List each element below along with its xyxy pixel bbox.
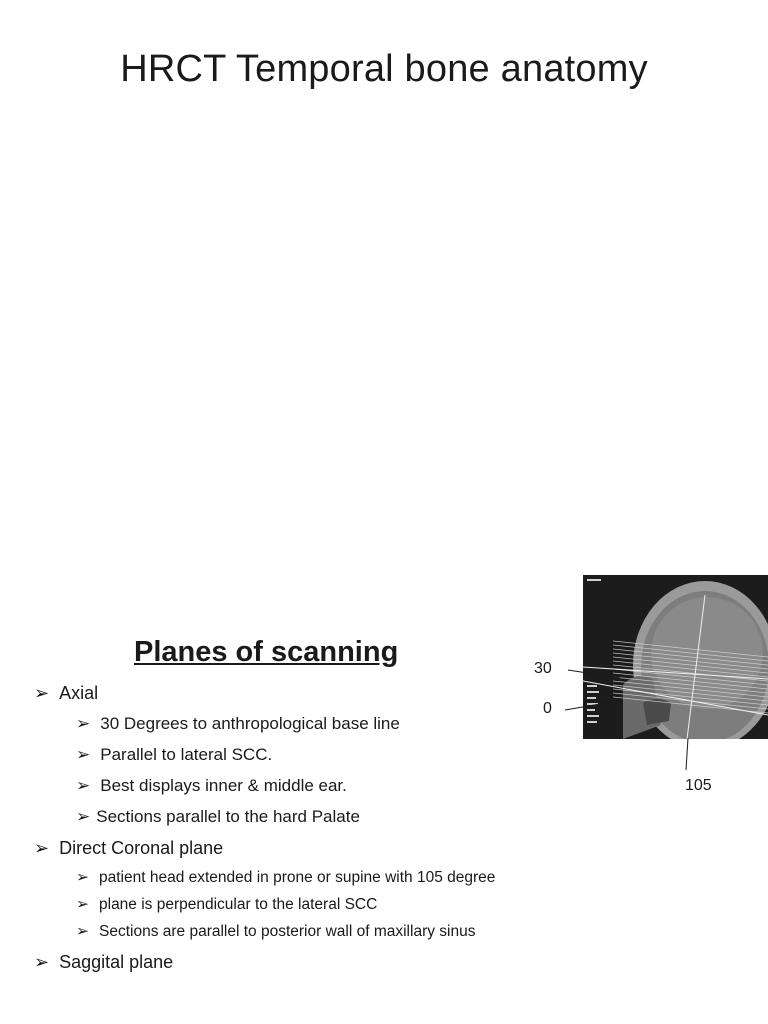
- arrow-bullet-icon: ➢: [34, 683, 50, 703]
- angle-label-0: 0: [543, 700, 552, 717]
- arrow-bullet-icon: ➢: [76, 923, 89, 940]
- ct-scout-image: [583, 575, 768, 739]
- list-item-text: Sections are parallel to posterior wall of maxillary sinus: [99, 922, 476, 940]
- list-item: [76, 868, 495, 887]
- list-item-text: plane is perpendicular to the lateral SCC: [99, 895, 378, 913]
- list-item-text: Sections parallel to the hard Palate: [96, 807, 360, 826]
- slide-title: HRCT Temporal bone anatomy: [120, 48, 648, 90]
- section-heading: Planes of scanning: [134, 636, 399, 668]
- list-item: [76, 807, 360, 827]
- angle-label-105: 105: [685, 777, 712, 794]
- arrow-bullet-icon: ➢: [34, 838, 50, 858]
- list-item-text: Best displays inner & middle ear.: [100, 776, 347, 795]
- arrow-bullet-icon: ➢: [76, 896, 89, 913]
- list-item-text: Saggital plane: [59, 952, 174, 972]
- list-item: [34, 838, 223, 859]
- list-item: [76, 895, 377, 914]
- list-item-text: 30 Degrees to anthropological base line: [100, 714, 400, 733]
- list-item: [76, 714, 400, 734]
- arrow-bullet-icon: ➢: [76, 869, 89, 886]
- list-item: [34, 683, 98, 704]
- list-item-text: Direct Coronal plane: [59, 838, 224, 858]
- list-item-text: Axial: [59, 683, 99, 703]
- list-item: [76, 745, 272, 765]
- list-item: [76, 776, 347, 796]
- arrow-bullet-icon: ➢: [76, 807, 91, 826]
- arrow-bullet-icon: ➢: [76, 745, 91, 764]
- arrow-bullet-icon: ➢: [76, 776, 91, 795]
- list-item: [34, 952, 173, 973]
- list-item-text: Parallel to lateral SCC.: [100, 745, 273, 764]
- list-item-text: patient head extended in prone or supine with 105 degree: [99, 868, 496, 886]
- list-item: [76, 922, 475, 941]
- arrow-bullet-icon: ➢: [34, 952, 50, 972]
- ct-skull-lateral-image: [583, 575, 768, 739]
- arrow-bullet-icon: ➢: [76, 714, 91, 733]
- angle-label-30: 30: [534, 660, 552, 677]
